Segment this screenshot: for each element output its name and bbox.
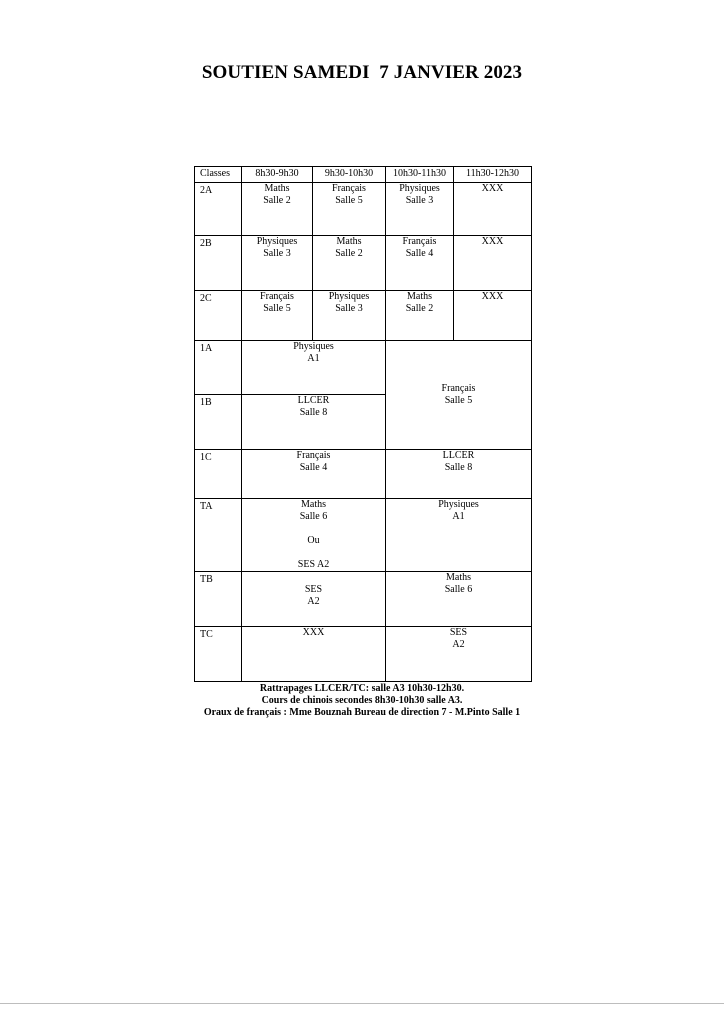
cell-line: Salle 6	[299, 511, 328, 522]
cell-line: Salle 5	[444, 395, 473, 406]
cell-2a-slot-1	[242, 183, 313, 236]
cell-2c-slot-3	[386, 291, 454, 341]
cell-line: Maths	[336, 236, 362, 247]
cell-1c-morning	[242, 450, 386, 499]
footnotes	[0, 683, 724, 719]
cell-2a-slot-2	[313, 183, 386, 236]
cell-1a-1b-late-morning	[386, 341, 532, 450]
column-header-slot-1: 8h30-9h30	[242, 167, 313, 183]
cell-line: Salle 6	[444, 584, 473, 595]
cell-2c-slot-4	[454, 291, 532, 341]
cell-line: Salle 5	[263, 303, 291, 314]
cell-line: LLCER	[442, 450, 475, 461]
cell-2b-slot-3	[386, 236, 454, 291]
cell-line: XXX	[481, 236, 504, 247]
cell-2b-slot-4	[454, 236, 532, 291]
class-label: 2C	[195, 291, 242, 341]
cell-line: XXX	[302, 627, 325, 638]
cell-line: LLCER	[297, 395, 330, 406]
cell-line: Français	[441, 383, 476, 394]
column-header-slot-4: 11h30-12h30	[454, 167, 532, 183]
cell-line: Physiques	[328, 291, 370, 302]
cell-line: Physiques	[399, 183, 440, 194]
cell-line: Maths	[264, 183, 290, 194]
cell-line: Salle 2	[263, 195, 291, 206]
cell-line: Français	[402, 236, 437, 247]
cell-line: Français	[332, 183, 366, 194]
cell-line: Salle 4	[299, 462, 328, 473]
class-label: TB	[195, 572, 242, 627]
cell-tb-morning	[242, 572, 386, 627]
table-row-2c	[195, 291, 532, 341]
cell-line: Salle 2	[335, 248, 363, 259]
cell-line: SES	[449, 627, 468, 638]
cell-line	[242, 523, 385, 535]
cell-tc-late-morning	[386, 627, 532, 682]
table-row-ta	[195, 499, 532, 572]
table-row-tc	[195, 627, 532, 682]
class-label: 2B	[195, 236, 242, 291]
cell-line: Physiques	[293, 341, 334, 352]
cell-line: Ou	[307, 535, 320, 546]
cell-2c-slot-1	[242, 291, 313, 341]
cell-line: Maths	[301, 499, 326, 510]
cell-line: A2	[307, 596, 320, 607]
cell-ta-morning	[242, 499, 386, 572]
column-header-slot-2: 9h30-10h30	[313, 167, 386, 183]
cell-line: XXX	[481, 291, 504, 302]
cell-line: Maths	[446, 572, 471, 583]
class-label: 1B	[195, 395, 242, 450]
cell-line: SES A2	[297, 559, 330, 570]
cell-line: Français	[296, 450, 331, 461]
cell-line: Salle 4	[405, 248, 434, 259]
cell-line: Physiques	[256, 236, 298, 247]
cell-line: Maths	[407, 291, 432, 302]
cell-line: A1	[452, 511, 465, 522]
table-header-row	[195, 167, 532, 183]
table-row-1c	[195, 450, 532, 499]
cell-line	[242, 572, 385, 584]
class-label: 1C	[195, 450, 242, 499]
cell-line: Salle 5	[335, 195, 363, 206]
note-rattrapages: Rattrapages LLCER/TC: salle A3 10h30-12h30.	[259, 683, 465, 694]
class-label: TC	[195, 627, 242, 682]
cell-line: SES	[304, 584, 323, 595]
note-cours-chinois: Cours de chinois secondes 8h30-10h30 salle A3.	[261, 695, 463, 706]
cell-line: Salle 3	[405, 195, 434, 206]
class-label: 1A	[195, 341, 242, 395]
cell-2c-slot-2	[313, 291, 386, 341]
cell-line: Salle 8	[299, 407, 328, 418]
cell-line: Salle 3	[263, 248, 291, 259]
note-oraux-francais: Oraux de français : Mme Bouznah Bureau de direction 7 - M.Pinto Salle 1	[203, 707, 521, 718]
cell-2b-slot-2	[313, 236, 386, 291]
column-header-slot-3: 10h30-11h30	[386, 167, 454, 183]
cell-line: Salle 2	[405, 303, 434, 314]
table-row-2a	[195, 183, 532, 236]
cell-line: Salle 8	[444, 462, 473, 473]
column-header-classes: Classes	[195, 167, 242, 183]
table-row-tb	[195, 572, 532, 627]
cell-2a-slot-4	[454, 183, 532, 236]
cell-line: Physiques	[438, 499, 479, 510]
page-bottom-divider	[0, 1003, 724, 1004]
cell-line: Salle 3	[335, 303, 363, 314]
page-title: SOUTIEN SAMEDI 7 JANVIER 2023	[201, 62, 523, 83]
cell-2a-slot-3	[386, 183, 454, 236]
cell-1c-late-morning	[386, 450, 532, 499]
cell-tb-late-morning	[386, 572, 532, 627]
table-row-2b	[195, 236, 532, 291]
cell-line: A2	[452, 639, 465, 650]
class-label: TA	[195, 499, 242, 572]
table-row-1a	[195, 341, 532, 395]
cell-1a-morning	[242, 341, 386, 395]
cell-ta-late-morning	[386, 499, 532, 572]
class-label: 2A	[195, 183, 242, 236]
cell-line: A1	[307, 353, 320, 364]
schedule-table	[194, 166, 532, 682]
cell-line: XXX	[481, 183, 504, 194]
cell-tc-morning	[242, 627, 386, 682]
cell-line	[242, 547, 385, 559]
cell-1b-morning	[242, 395, 386, 450]
cell-line: Français	[260, 291, 294, 302]
cell-2b-slot-1	[242, 236, 313, 291]
